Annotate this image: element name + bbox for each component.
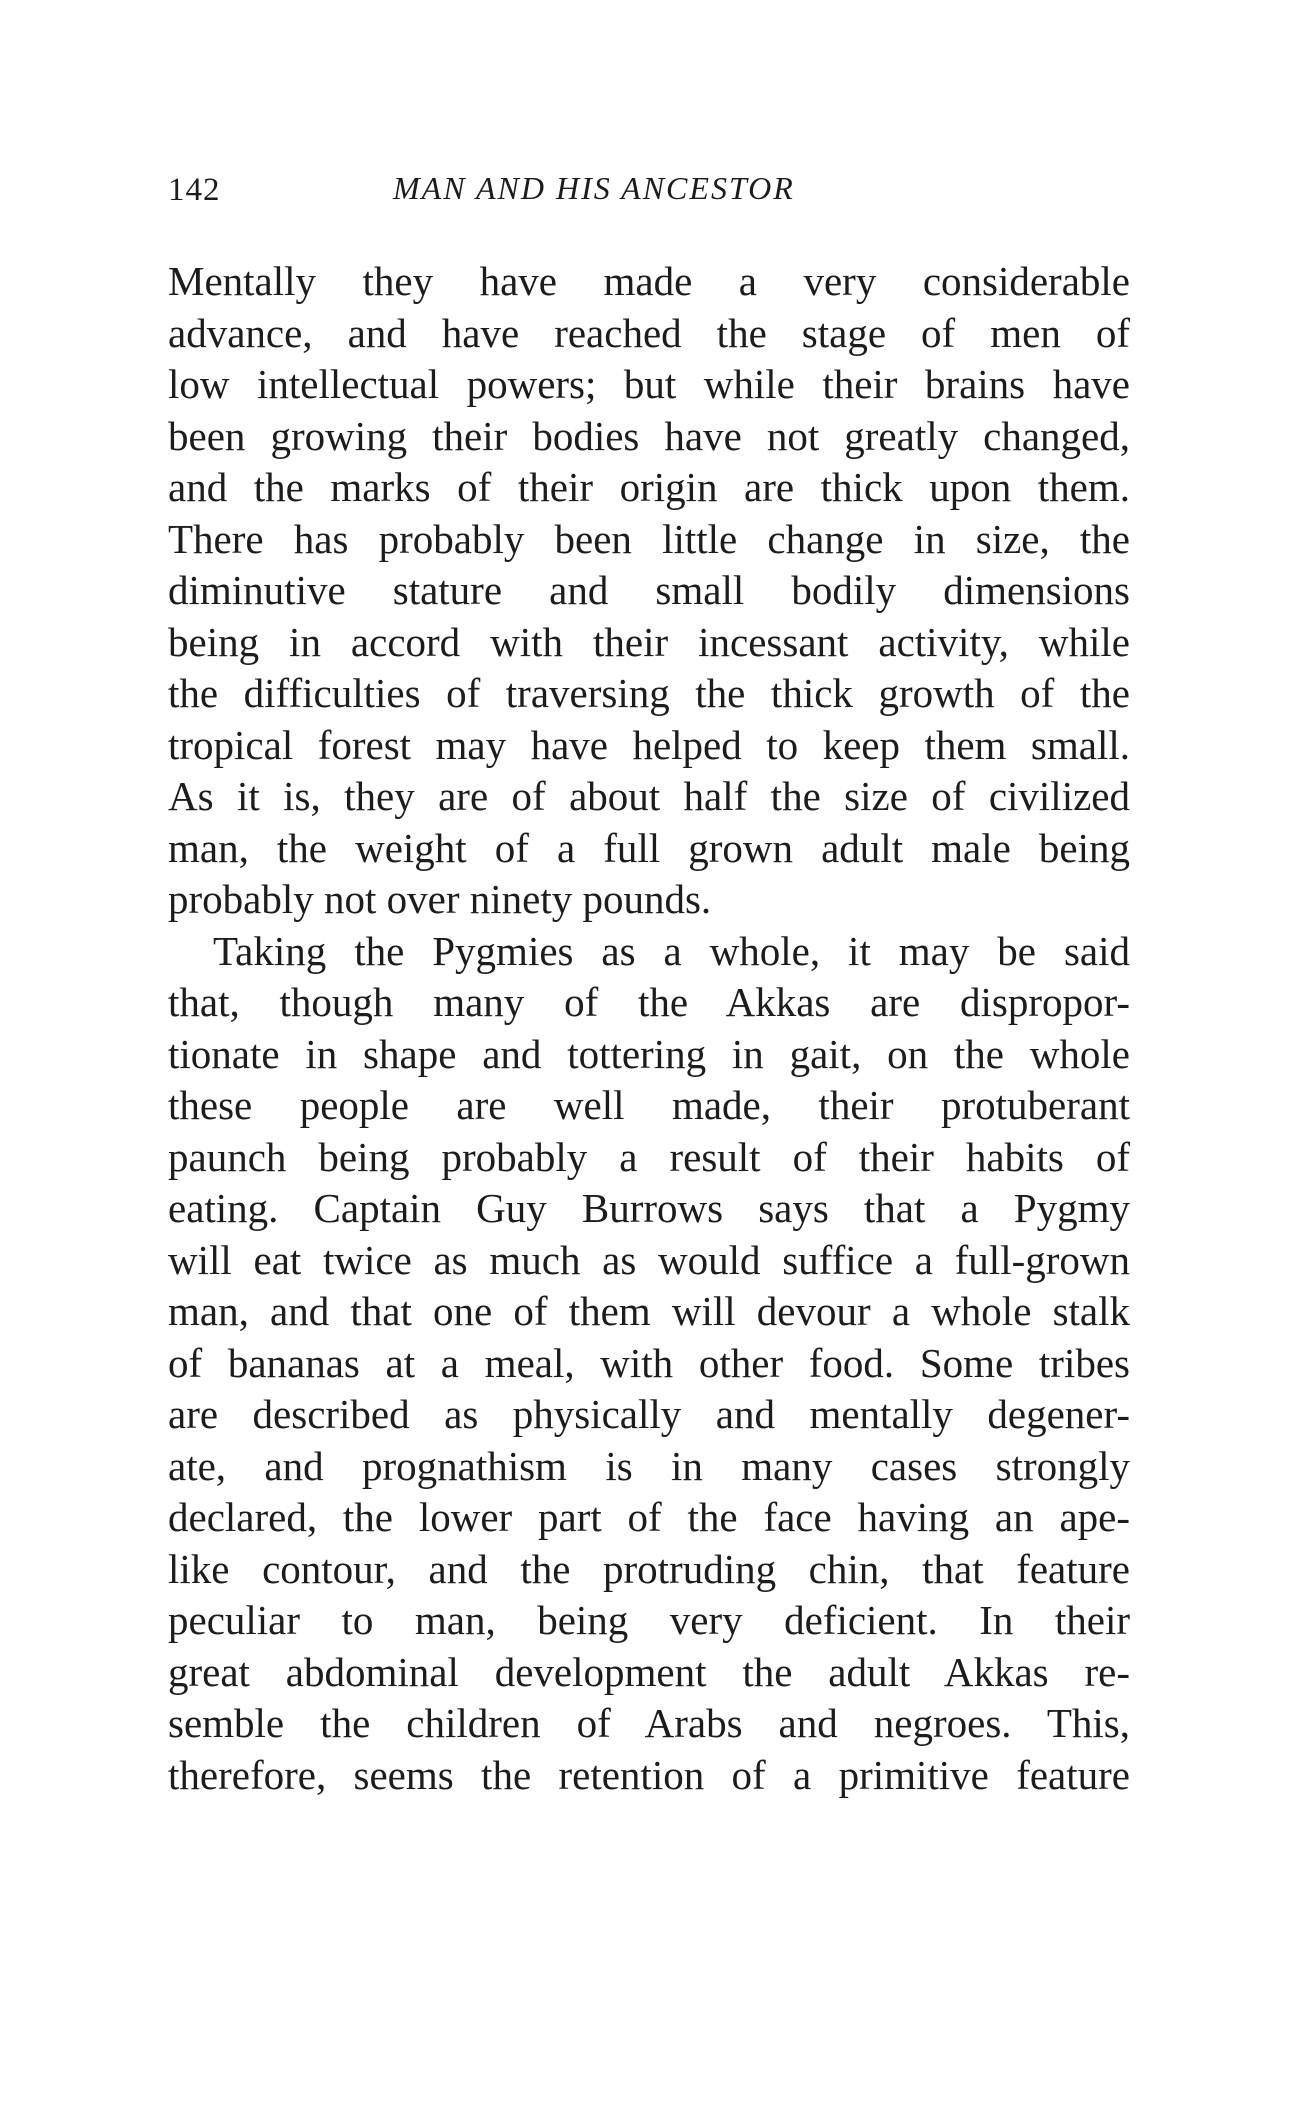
text-line: tropical forest may have helped to keep them small. — [168, 721, 1130, 768]
body-text — [168, 256, 1130, 1801]
text-line: man, the weight of a full grown adult male being — [168, 824, 1130, 871]
text-line: like contour, and the protruding chin, that feature — [168, 1545, 1130, 1592]
text-line: great abdominal development the adult Akkas re- — [168, 1648, 1130, 1695]
text-line: There has probably been little change in size, the — [168, 515, 1130, 562]
text-line: being in accord with their incessant activity, while — [168, 618, 1130, 665]
text-line: been growing their bodies have not greatly changed, — [168, 412, 1130, 459]
text-line: therefore, seems the retention of a primitive feature — [168, 1751, 1130, 1798]
text-line: declared, the lower part of the face having an ape- — [168, 1494, 1130, 1540]
text-line: these people are well made, their protuberant — [168, 1082, 1130, 1128]
text-line: ate, and prognathism is in many cases strongly — [168, 1442, 1130, 1489]
text-line: the difficulties of traversing the thick growth of the — [168, 670, 1130, 716]
text-line: eating. Captain Guy Burrows says that a Pygmy — [168, 1185, 1130, 1231]
running-head — [168, 164, 1130, 214]
text-line: man, and that one of them will devour a whole stalk — [168, 1288, 1130, 1334]
text-line: peculiar to man, being very deficient. In their — [168, 1597, 1130, 1643]
text-line: As it is, they are of about half the size of civilized — [168, 773, 1130, 819]
paragraph-1 — [168, 256, 1130, 926]
text-line: paunch being probably a result of their habits of — [168, 1133, 1130, 1180]
text-line: will eat twice as much as would suffice a full-grown — [168, 1236, 1130, 1283]
text-line: advance, and have reached the stage of men of — [168, 309, 1130, 356]
text-line: that, though many of the Akkas are dispropor- — [168, 979, 1130, 1025]
text-line: and the marks of their origin are thick upon them. — [168, 464, 1130, 510]
paragraph-2 — [168, 926, 1130, 1802]
text-line: of bananas at a meal, with other food. Some tribes — [168, 1339, 1130, 1386]
page-number: 142 — [168, 172, 221, 208]
text-line: Taking the Pygmies as a whole, it may be said — [213, 927, 1130, 974]
text-line: diminutive stature and small bodily dimensions — [168, 567, 1130, 613]
text-line: are described as physically and mentally degener- — [168, 1391, 1130, 1437]
text-line: tionate in shape and tottering in gait, on the whole — [168, 1030, 1130, 1077]
running-title: MAN AND HIS ANCESTOR — [393, 170, 795, 206]
text-line: Mentally they have made a very considerable — [168, 258, 1130, 304]
text-line: low intellectual powers; but while their brains have — [168, 361, 1130, 407]
text-line: semble the children of Arabs and negroes. This, — [168, 1700, 1130, 1746]
text-line: probably not over ninety pounds. — [168, 876, 712, 922]
